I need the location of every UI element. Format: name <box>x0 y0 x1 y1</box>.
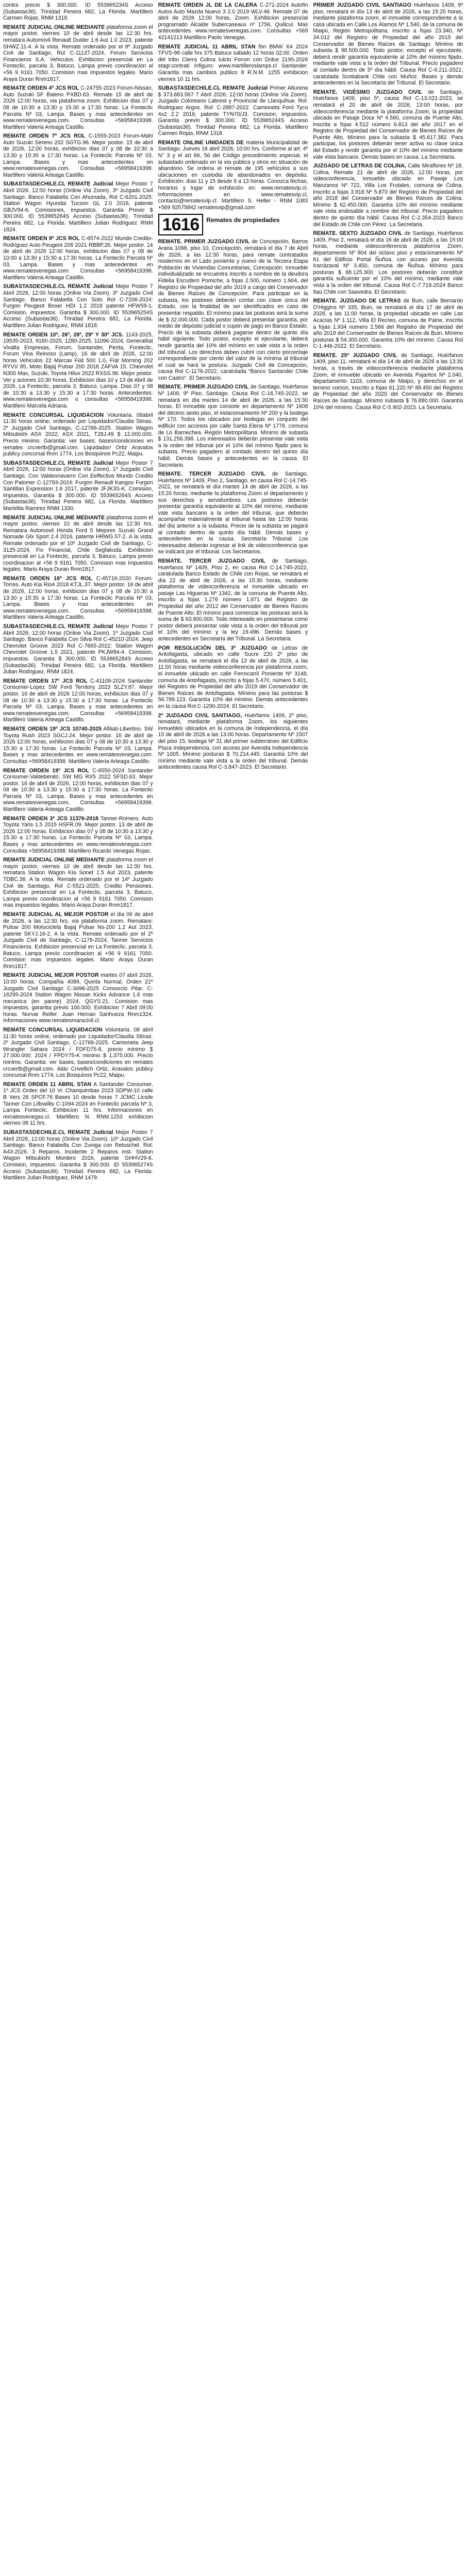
classified-ad <box>158 140 308 211</box>
ad-body: martes 07 abril 2026, 10:00 horas. Compañia 4089, Quinta Normal, Orden 21º Juzgado Civil Santiago C-3496-2025 Consorcio Pilar. C-16295-2024 Station Wagon Nissan Kicks Advance 1.6 mas mecanica (en panne) 2024, QGYS.21. Comision mas impuestos, garantia previo 100.000. Exhibicion 7 Abril 09:00 horas. Nurvar Reifer. Juan Hernan Sanhueza Rnm1324. Informaciones www.rematesmaracivil.cl. <box>3 972 153 1024</box>
classified-ad <box>3 85 153 130</box>
ad-body: de Santiago, Huérfanos 1409, Piso 2, rematará el día 16 de abril de 2026, a las 15:00 horas, mediante videoconferencia plataforma Zoom, departamento Nº 804 del octavo piso y estacionamiento Nº 61 del Edificio Portal Ñuñoa, con acceso por Avenida Irarrázaval Nº 3.450, comuna de Ñuñoa. Mínimo para posturas $ 88.125.300. Los postores deberán constituir garantía suficiente por el 10% del mínimo, mediante vale vista a la orden del tribunal. Causa Rol C-7.719-2024 Banco Itaú Chile con Saavedra. El Secretario. <box>313 230 463 295</box>
classified-ad <box>3 816 153 855</box>
ad-title: REMATE JUDICIAL ONLINE MEDIANTE <box>3 514 105 521</box>
ad-body: plataforma zoom el mayor postor, viernes 10 de abril desde las 12:30 hrs. Rematara Automovil Honda Ford 5 Mejores Suzuki Grand Nomade Glx Sport 2.4 2016, patente HRWG.57-2. A la vista. Remate ordenado por el 10º Juzgado Civil de Santiago, C-3125-2024, Fix Financial, Chile Segfakuda. Exhibicion presencial en La Fonteclic, parcela 3, Batuco, Lampa previo coordinacion al +56 9 9161 7050. Comision mas impuestos legales. Mario Araya Duran Rnm1817. <box>3 514 153 573</box>
ad-title: REMATE. TERCER JUZGADO CIVIL <box>158 471 265 478</box>
classified-ad <box>3 332 153 410</box>
ad-body: materia Municipalidad de Santiago. Jueves 16 abril 2026, 10:00 hrs. Conforme al art. 4º N° 3 y el art 66, 56 del Código procedimiento especial, el subastado ordenado en la vía pública y otros en situación de abandono. Se ordena el remate de 195 vehículos a sus ubicaciones en custodia de abandonados en depósito. Exhibición: días 11 y 15 desde 9 a 13 horas. Conozca fechas, horarios y lugar de exhibición en: www.rematesvip.cl. Informaciones en www.rematesvip.cl, contacto@rematesvip.cl. Martillero S. Heller - RNM 1083 +569 92575842 rematesvip@gmail.com <box>158 139 308 211</box>
ad-title: REMATE JUDICIAL 11 ABRIL STAN <box>158 43 256 50</box>
ad-body: Huérfanos 1409, 9º piso, rematará el día 13 de abril de 2026, a las 15:20 horas, mediante plataforma zoom, el inmueble correspondiente a la casa ubicada en Calle Los Álamos Nº 1.540, de la comuna de Maipú, Región Metropolitana, inscrito a fojas 23.340, Nº 34.012 del Registro de Propiedad del año 2015 del Conservador de Bienes Raíces de Santiago. Mínimo de subasta $ 98.500.000. Todo postor, excepto el ejecutante, deberá rendir garantía equivalente al 10% del mínimo fijado, mediante vale vista a la orden del Tribunal. Precio pagadero al contado dentro de 5º día hábil. Causa Rol C-9.211-2022, caratulada Scotiabank Chile con Muñoz. Bases y demás antecedentes en la Secretaría del Tribunal. El Secretario. <box>313 2 463 87</box>
classified-ad <box>313 230 463 295</box>
classified-ad <box>313 89 463 161</box>
ad-body: el dia 09 de abril de 2026, a las 12:30 hrs, via plataforma zoom. Rematare: Pulsar 200 Motocicleta Bajaj Pulsar Ns-200 1.2 Aut 2023, patente SKYJ.16-2. A la vista. Remate ordenado por el 2º Juzgado Civil de Santiago, C-1176-2024, Tanner Servicios Financieros. Exhibicion presencial en La Fonteclic, parcela 3, Batuco, Lampa previo coordinacion al +56 9 9161 7050. Comision mas impuestos legales. Mario Araya Duran Rnm1817. <box>3 911 153 970</box>
ad-title: REMATE ORDEN 17º JCS ROL <box>3 677 88 684</box>
classified-ad <box>158 471 308 555</box>
ad-body: Primer Alturena $ 373.683.567 7 Abril 2026, 12:00 horas (Online Via Zoom). Juzgado Coloreano Labrest y Provincial de Llanquihue. Rol: Rodriguez Argos. Rol: C-2887-2022. Camioneta Ford Tyco 4x2 2.2 2016, patente TYN70/J3. Comision, impuestos. Garantia previo $ 300.000. ID 553965244S Acceso (Subastas36). Trinidad Pereira 682, La Florida. Martillero Carmen Rojas, RNM 1318. <box>158 85 308 137</box>
ad-body: C-271-2024 Autofin Autos Auto Mazda Nuevo 3 2.0 2019 WLV.46. Remate 07 de abril de 2026 12:00 horas, Zoom. Exhibicion presencial programado Alcalde Subercaseaux nº 1756, Quilicul. Mas antecedentes www.rematesvenegas.com. Consultas +569 42141213 Martillero Paolo Venegas. <box>158 2 308 41</box>
ad-title: SUBASTASDECHILE.CL REMATE Judicial <box>3 1129 113 1136</box>
classified-ad <box>158 85 308 137</box>
classified-ad <box>3 678 153 723</box>
ad-title: REMATE JUDICIAL ONLINE MEDIANTE <box>3 857 105 863</box>
ad-title: PRIMER JUZGADO CIVIL SANTIAGO <box>313 2 411 8</box>
ad-title: REMATE ORDEN 4º JCS ROL <box>3 85 79 92</box>
ad-title: REMATE. VIGÉSIMO JUZGADO CIVIL <box>313 89 423 95</box>
classified-ad <box>3 133 153 178</box>
ad-body: de Santiago, Huérfanos Nº 1409, Piso 2, en causa Rol C-14.745-2022, caratulada Banco Estado de Chile con Rojas, se rematará el día 22 de abril de 2026, a las 15:30 horas, mediante plataforma de videoconferencia el inmueble ubicado en pasaje Las Higueras Nº 1342, de la comuna de Puente Alto, inscrito a fojas 1.276 número 1.871 del Registro de Propiedad del año 2012 del Conservador de Bienes Raíces de Puente Alto. El mínimo para comenzar las posturas será la suma de $ 63.800.000. Todo interesado en presentarse como postor deberá presentar vale vista a la orden del tribunal por el 10% del mínimo y la ley 19.496. Demás bases y antecedentes en Secretaría del Tribunal. La Secretaria. <box>158 557 308 642</box>
ad-title: REMATE. PRIMER JUZGADO CIVIL <box>158 239 250 245</box>
ad-body: de Santiago, Huérfanos Nº 1409, Piso 2, Santiago, en causa Rol C-14.745-2022, se rematará el día martes 14 de abril de 2026, a las 15:20 horas, mediante la plataforma Zoom el departamento y sus derechos y servidumbres. Los postores deberán presentar garantía equivalente al 10% del mínimo, mediante vale vista bancario a la orden del tribunal, que deberán acompañar materialmente al tribunal hasta las 12:00 horas del día anterior a la subasta. Precio de la subasta se pagará al contado dentro de quinto día hábil. Demás bases y antecedentes en la causa. Secretaría Tribunal. Los interesados deberán ingresar al link de videoconferencia que se indicará por el tribunal. Los Secretarios. <box>158 471 308 555</box>
ad-body: C-24755-2023 Forum-Nissan, Auto Suzuki SF Baleno PXBD.63. Remate 15 de abril de 2026 12:00 horas, via plataforma zoom. Exhibicion dias 07 y 08 de 10:30 a 13:30 y 15:30 a 17:30 horas. La Fonteclic Parcela Nº 03, Lampa. Bases y mas antecedentes en www.rematesvenegas.com. Consultas +56958419398. Martillero Valeria Arteaga Castillo. <box>3 85 153 130</box>
classified-ad <box>3 1027 153 1079</box>
classified-ad <box>3 460 153 512</box>
ad-title: REMATE CONCURSAL LIQUIDACION <box>3 1027 103 1033</box>
ad-title: SUBASTASDECHILE.CL REMATE Judicial <box>158 85 268 92</box>
section-label: Remates de propiedades <box>206 216 280 224</box>
ad-body: A Santander Consumer, 1º JCS Orden del 10 Vr. Chanquimbas 2023 SDPW-10 calle B Vers 26 SPCF.76 Bases 10 desde horas 7 JCMC Licsile Tanner Con Lillswillis C-1094-2024 en Fonteclic parcela Nº 3, Lampa Fonteclic. Exhibicion 11 hrs. Informaciones en rematesvenegas.cl. Martillero N. RNM.1253 exhibicion viernes 08 11 hrs. <box>3 1081 153 1127</box>
classified-ad <box>313 298 463 350</box>
ad-title: REMATE. 25º JUZGADO CIVIL <box>313 352 397 359</box>
ad-body: Mejor Postor 7 Abril 2026, 12:00 horas (Online Via Zoom). 1º Juzgado Civil Santiago. Banco Falabella Con Silva Rol C-45210-2024; Jeep Chevrolet Groove 2023 Rol C-7665-2022: Station Wagon Chevrolet Groove 1.5 2021, patente PKJW84-4. Comision, impuestos. Garantia $ 300.000. ID 553965284S Acceso (Subastas36). Trinidad Pereira 682, La Florida. Martillero Julian Rodriguez, RNM 1824. <box>3 623 153 675</box>
ad-body: C-6574-2022 Mundo Credito-Rodriguez Auto Peugeot 208 2021 RBBP.26. Mejor postor. 14 de abril de 2026 12:00 horas, exhibicion dias 07 y 08 de 10:00 a 13:30 y 15:30 a 17:30 horas. La Fonteclic Parcela Nº 03, Lampa. Bases y mas antecedentes en www.rematesvenegas.com. Consultas +56958419398. Martillero Valeria Arteaga Castillo. <box>3 235 153 281</box>
classified-ad <box>3 726 153 765</box>
classified-ad <box>158 558 308 642</box>
ad-title: REMATE CONCURSAL LIQUIDACION <box>3 412 104 418</box>
column-3 <box>313 2 463 1184</box>
ad-title: REMATE ORDEN 8º JCS ROL <box>3 235 80 242</box>
classified-ad <box>3 181 153 233</box>
ad-title: REMATE ORDEN 11 ABRIL STAN <box>3 1081 92 1088</box>
ad-title: REMATE ORDEN 19º JCS ROL <box>3 767 89 774</box>
ad-title: REMATE ORDEN 16º JCS ROL <box>3 575 92 582</box>
ad-title: SUBASTASDECHILE.CL REMATE Judicial <box>3 283 113 290</box>
classified-ad <box>3 2 153 22</box>
classified-ad <box>3 1129 153 1181</box>
section-number: 1616 <box>158 214 204 235</box>
ad-body: 1143-2025, 19535-2023, 9160-2025, 1280-2025, 11096-2024, Generalitat Vivalta Empresas, Forum, Santander, Penta, Fonteclic, Forum Vina Reinoso (Lamp), 16 de abril de 2026, 12:00 horas Vehiculos 22 Marcas Fiat 500 1.0, Fiat Morning 202 RYVV 85, Moto Bajaj Pulsar 200 2018 ZAFVA 15. Chevrolet N300 Max, Suzuki, Toyota Hilux 2022 RXSS.96. Mejor postor. Ver y aciones 10:30 horas. Exhibicion dias 10 y 13 de Abril de 2026, La Fonteclic, parcela 3, Batuco, Lampa. Dias 07 y 08 de 10:30 a 13:30 y 15:30 a 17:30 horas. Antecedentes: www.rematesvenegas.com o consultas +56958419398. Martillero Marcela Adriana. <box>3 331 153 410</box>
ad-title: SUBASTASDECHILE.CL REMATE Judicial <box>3 460 113 466</box>
ad-title: 2º JUZGADO CIVIL SANTIAGO, <box>158 712 242 719</box>
ad-body: de Buin, calle Bernardo O'Higgins Nº 335, Buin, se rematará el día 17 de abril de 2026, a las 11:00 horas, la propiedad ubicada en calle Las Acacias Nº 1.112, Villa El Recreo, comuna de Paine, inscrita a fojas 1.934 número 2.566 del Registro de Propiedad del año 2019 del Conservador de Bienes Raíces de Buin. Mínimo posturas $ 54.300.000. Garantía 10% del mínimo. Causa Rol C-1.446-2022. El Secretario. <box>313 298 463 350</box>
ad-title: REMATE ONLINE UNIDADES DE <box>158 139 244 146</box>
classified-ad <box>3 235 153 281</box>
classified-ad <box>3 515 153 573</box>
ad-title: REMATE ORDEN 3º JCS 11376-2018 <box>3 815 98 822</box>
ad-body: C-6550-2024 Santander Consumer-Valdebenito, SW MG RX5 2022 SFSD.63. Mejor postor. 16 de abril de 2026, 12:00 horas, exhibicion dias 07 y 08 de 10:30 a 13:30 y 15:30 a 17:30 horas. La Fonteclic Parcela Nº 03, Lampa. Bases y mas antecedentes en www.rematesvenegas.com. Consultas +56958419398. Martillero Valeria Arteaga Castillo. <box>3 767 153 813</box>
classified-ad <box>313 2 463 87</box>
section-header <box>158 214 308 235</box>
classified-ad <box>3 972 153 1024</box>
classified-ad <box>158 645 308 710</box>
ad-body: Afiliati-Libertino. SW Toyota Rush 2023 SGCJ.24. Mejor postor. 16 de abril de 2026 12:00 horas, exhibicion dias 07 y 08 de 10:30 a 13:30 y 15:30 a 17:30 horas. La Fonteclic Parcela Nº 03, Lampa. Bases y mas antecedentes en www.rematesvenegas.com. Consultas +56958419398. Martillero Valeria Arteaga Castillo. <box>3 725 153 765</box>
ad-body: Calle Miraflores Nº 18, Colina. Remate 21 de abril de 2026, 12:00 horas, por videoconferencia, inmueble ubicado en Pasaje Los Manzanos Nº 722, Villa Los Frutales, comuna de Colina, inscrito a fojas 3.918 Nº 5.870 del Registro de Propiedad del año 2018 del Conservador de Bienes Raíces de Colina. Mínimo $ 62.450.000. Garantía 10% del mínimo mediante vale vista endosable a nombre del tribunal. Precio pagadero dentro de quinto día hábil. Causa Rol C-2.354-2023 Banco del Estado de Chile con Pérez. La Secretaria. <box>313 163 463 228</box>
ad-body: C-1559-2023 Forum-Mahi Auto Suzuki Sereno 202 SGTG.96. Mejor postor. 15 de abril de 2026, 12:00 horas, exhibicion dias 07 y 08 de 10:30 a 13:30 y 15:30 a 17:30 horas. La Fonteclic Parcela Nº 03, Lampa. Bases y mas antecedentes en www.rematesvenegas.com. Consultas +56958419398. Martillero Valeria Arteaga Castillo. <box>3 133 153 178</box>
ad-title: JUZGADO DE LETRAS DE COLINA, <box>313 163 406 170</box>
ad-title: REMATE. PRIMER JUZGADO CIVIL <box>158 384 249 391</box>
classified-ad <box>3 24 153 82</box>
classified-ad <box>313 163 463 228</box>
classified-ad <box>3 623 153 675</box>
ad-title: REMATE ORDEN 10º, 26º, 28º, 29º Y 30º JCS. <box>3 331 124 338</box>
classified-ad <box>313 352 463 411</box>
ad-title: POR RESOLUCIÓN DEL 3º JUZGADO <box>158 645 267 651</box>
classifieds-page <box>3 2 463 1184</box>
ad-body: de Santiago, Huérfanos 1409, piso 5º, causa Rol C-13.021-2023, se rematará el 20 de abril de 2026, 13:00 horas, por videoconferencia mediante la plataforma Zoom, la propiedad ubicada en Pasaje Doce Nº 4.560, comuna de Puente Alto, inscrita a fojas 4.512 número 6.813 del año 2017 en el Registro de Propiedad del Conservador de Bienes Raíces de Puente Alto. Mínimo para la subasta $ 45.617.382. Para participar, los postores deberán tener activa su clave única del Estado y rendir garantía por el 10% del mínimo mediante vale vista bancario. Demás bases en causa. La Secretaria. <box>313 89 463 160</box>
ad-title: REMATE ORDEN JL DE LA CALERA <box>158 2 257 8</box>
classified-ad <box>158 2 308 41</box>
column-2 <box>158 2 308 1184</box>
ad-body: de Santiago, Huérfanos 1409, piso 11, rematará el día 14 de abril de 2026 a las 13:30 horas, a través de videoconferencia mediante plataforma Zoom, el inmueble ubicado en Avenida Pajaritos Nº 2.040, departamento 1103, comuna de Maipú, y derechos en el terreno común, inscrito a fojas 61.220 Nº 88.450 del Registro de Propiedad del año 2020 del Conservador de Bienes Raíces de Santiago. Mínimo subasta $ 76.880.000. Garantía 10% del mínimo. Causa Rol C-5.902-2023. La Secretaria. <box>313 352 463 411</box>
ad-body: C-45716-2020 Forum-Torres. Auto Kia Rio4 2018 KTJL.37. Mejor postor. 16 de abril de 2026, 12:00 horas, exhibicion dias 07 y 08 de 10:30 a 13:30 y 15:30 a 17:30 horas. La Fonteclic Parcela Nº 03, Lampa. Bases y mas antecedentes en www.rematesvenegas.com. Consultas +56958419398. Martillero Valeria Arteaga Castillo. <box>3 575 153 621</box>
column-1 <box>3 2 153 1184</box>
ad-body: Voluntaria. 08 abril 11:30 horas online, ordenado por Liquidador/Claudia Stinas. 2º Juzgado Civil Santiago, C-12766-2025. Camioneta Jeep Wrangler Sahara 2024 / FDFD75-8, precio minimo $ 27.000.000; 2024 / FPDY75-K minimo $ 1.375.000. Precio minimo. Garantia: ver bases; bases/condiciones en remates crcvertb@gmail.com. Aldo Crivellich Ortiz, Aravalos publicy concursal Rnm 1774, Los Bosquinos Pc22, Maipu. <box>3 1027 153 1079</box>
classified-ad <box>3 768 153 813</box>
ad-title: REMATE JUDICIAL MEJOR POSTOR <box>3 972 99 979</box>
ad-title: REMATE ORDEN 7º JCS ROL <box>3 133 86 140</box>
classified-ad <box>158 44 308 83</box>
ad-title: REMATE. TERCER JUZGADO CIVIL <box>158 557 265 564</box>
ad-body: Mejor Postor 7 Abril 2026, 12:00 horas (Online Via Zoom). 10º Juzgado Civil Santiago. Banco Falabella Con Zuniga con Retuschel. Rol: A43-2026. 3 Reparos. Incidente 2 Reparos Inst. Station Wagon Mitsubishi Montero 2016, patente GHHV29-6. Comision, impuestos. Garantia $ 300.000. ID 553965274S Acceso (Subastas36). Trinidad Pereira 682, La Florida. Martillero Julian Rodriguez, RNM 1479. <box>3 1129 153 1181</box>
classified-ad <box>3 1081 153 1127</box>
classified-ad <box>158 239 308 381</box>
ad-body: Huérfanos 1409, 2º piso, rematará, mediante plataforma Zoom, los siguientes inmuebles ubicados en la comuna de Independencia, el día 15 de abril de 2026 a las 13:00 horas. Departamento Nº 1507 del piso 15, bodega Nº 31 del primer subterráneo del Edificio Plaza Independencia, con acceso por Avenida Independencia Nº 1005. Mínimo posturas $ 70.214.445. Garantía 10% del mínimo mediante vale vista a la orden del tribunal. Demás antecedentes causa Rol C-3.847-2023. El Secretario. <box>158 712 308 771</box>
ad-title: SUBASTASDECHILE.CL REMATE Judicial <box>3 623 113 630</box>
classified-ad <box>3 412 153 457</box>
ad-title: REMATE ORDEN 19º JCS 10740-2025 <box>3 725 102 732</box>
classified-ad <box>3 857 153 909</box>
classified-ad <box>3 911 153 970</box>
ad-title: REMATE. JUZGADO DE LETRAS <box>313 298 401 304</box>
classified-ad <box>3 575 153 621</box>
ad-title: REMATE JUDICIAL AL MEJOR POSTOR <box>3 911 109 918</box>
ad-body: plataforma zoom el mayor postor, viernes 10 de abril desde las 12:30 hrs. rematara Automovil Renault Duster 1.6 Aut 1.0 2023, patente SHWZ.11-4. A la vista. Remate ordenado por el 9º Juzgado Civil de Santiago, Rol C-11137-2024, Forum Servicios Financieros S.A. Vehiculos. Exhibicion presencial en La Fonteclic, parcela 3, Batuco, Lampa previo coordinacion al +56 9 9161 7050. Comision mas impuestos legales. Mario Araya Duran Rnm1817. <box>3 24 153 82</box>
ad-title: SUBASTASDECHILE.CL REMATE Judicial <box>3 181 113 188</box>
ad-body: Mejor Postor 7 Abril 2026, 12:00 horas (Online Via Zoom). 3º Juzgado Civil Santiago. Banco Falabella Con Soto Rol C-7206-2024: Furgon Peugeot Boxer HDI 1.2 2018 patente HFW59-1. Comision, impuestos. Garantia $ 300.000. ID 553965254S Acceso (Subastas36). Trinidad Pereira 682, La Florida. Martillero Julian Rodriguez, RNM 1818. <box>3 283 153 329</box>
classified-ad <box>3 283 153 329</box>
ad-title: REMATE. SEXTO JUZGADO CIVIL <box>313 230 403 237</box>
ad-body: contra precio $ 300.000. ID 553965234S Acceso (Subastas36). Trinidad Pereira 682, La Florida. Martillero Carmen Rojas, RNM 1318. <box>3 2 153 22</box>
classified-ad <box>158 713 308 771</box>
ad-body: Tanner-Romero. Auto Toyota Yaris 1.5 2015 HSFR.09. Mejor postor. 13 de abril de 2026 12:00 horas. Exhibicion dias 07 y 08 de 10:30 a 13:30 y 15:30 a 17:30 horas. La Fonteclic Parcela Nº 03, Lampa. Bases y mas antecedentes en www.rematesvenegas.com. Consultas +56958419398. Martillero Ricardo Venegas Rojas. <box>3 815 153 854</box>
ad-body: Mejor Postor 7 Abril 2026, 12:00 horas (Online Via Zoom). 3º Juzgado Civil Santiago. Banco Falabella Con Ahumada, Rol C-6201-2025: Station Wagon Hyundai Tucson GL 2.0 2016, patente GBJV94-6. Comisiones, impuestos. Garantia Previo $ 300.000. ID 553965264S Acceso (Subastas36). Trinidad Pereira 682, La Florida. Martillero Julian Rodriguez RNM 1824. <box>3 181 153 233</box>
ad-body: de Letras de Antofagasta, ubicado en calle Sucre 220 2º piso de Antofagasta, se rematará el día 13 de abril de 2026, a las 11:00 horas mediante videoconferencia por plataforma zoom, el inmueble ubicado en calle Ferrocarril Poniente Nº 3148, comuna de Antofagasta, inscrito a fojas 5.470, número 5.401, del Registro de Propiedad del año 2019 del Conservador de Bienes Raíces de Antofagasta. Mínimo para las posturas $ 56.789.123. Garantía 10% del mínimo. Demás antecedentes en la causa Rol C-1290-2024. El Secretario. <box>158 645 308 709</box>
ad-title: REMATE JUDICIAL ONLINE MEDIANTE <box>3 24 105 30</box>
classified-ad <box>158 384 308 468</box>
ad-body: de Concepción, Barros Arana 1098, piso 10, Concepción, rematará el día 7 de Abril de 2026, a las 12:30 horas, para remate contratados modernos en el Lado poniente y nuevo de la Tercera Etapa Población de Viviendas Comunitarias, Concepción. Inmueble individualizado se encuentra inscrito a nombre de la deudora Fidelia Escudero Pomiche, a fojas 2.500, número 1.904, del Registro de Propiedad del año 2019 a cargo del Conservador de Bienes Raíces de Concepción. Para participar en la subasta, los postores deberán contar con clave única del Estado, con la finalidad de ser identificados en caso de presentar respaldo. El mínimo para las posturas será la suma de $ 32.000.000. Cada postor deberá presentar garantía, por medio de depósito judicial o cupón de pago en Banco Estado. Precio de la subasta deberá pagarse dentro de quinto día hábil siguiente. Todo postor, excepto el ejecutante, deberá rendir garantía del 10% del mínimo en vale vista a la orden del tribunal. Los derechos deben cubrir con cierto porcentaje correspondiente por ciento del valor de la mínima al tribunal el cual se hará la postura. Juzgado Civil de Concepción, causa Rol C-1176-2022, caratulada “Banco Santander Chile con Castro”. El Secretario. <box>158 239 308 381</box>
ad-body: C-41109-2024 Santander Consumer-Lopez SW Ford Territory 2023 SLZY.87. Mejor postor. 16 de abril de 2026 12:00 horas, exhibicion dias 07 y 08 de 10:30 a 13:30 y 15:30 a 17:30 horas. La Fonteclic Parcela Nº 03, Lampa. Bases y mas antecedentes en www.rematesvenegas.com. Consultas +56958419398. Martillero Valeria Arteaga Castillo. <box>3 677 153 723</box>
ad-body: fón BMW X4 2024 TFVS-98 calle hrs 375 Batuco sabado 12 horas 02:00. Orden del tribu Cierra Colina Iulclo Forum con Dolce 2195-2026 stagr.contrati Infiguro: www.martilleroslamps.cl Santander. Garantia mas cambios publico 8 R.N.M. 1255 exhibicion viernes 10 11 hrs. <box>158 43 308 82</box>
ad-body: Voluntaria. 08abril 11:30 horas online, ordenado por Liquidador/Claudia Stinas. 2º Juzgado Civil Santiago, C-12766-2025. Station Wagon Mitsubishi ASX 2022; ASX 2021, T28J.49 $ 12.000.000. Precio minimo. Garantia: ver bases; bases/condiciones en remates crcvertb@gmail.com. Liquidador/ Ortiz Aravalos publicy concursal Rnm 1774, Los Bosquinos Pc22, Maipu. <box>3 412 153 457</box>
ad-body: de Santiago, Huérfanos Nº 1409, 9º Piso, Santiago. Causa Rol C-16.745-2022, se rematará en día martes 14 de abril de 2026, a las 15:30 horas. El inmueble que consiste en departamento Nº 1608 del décimo sexto piso, el estacionamiento Nº 200 y la bodega Nº 170. Todos los ubicados por bodegas en conjunto del edificio con accesos por calle Santa Elena Nº 1776, comuna de Lo Barnechea. Región Metropolitana. Mínimo de subasta $ 131.256.398. Los interesados deberán presentar vale vista a la orden del tribunal por el 10% del mínimo fijado para la subasta. Precio pagadero al contado dentro del quinto día hábil. Demás bases y antecedentes en la causa. El Secretario. <box>158 384 308 468</box>
ad-body: Mejor Postor 7 Abril 2026, 12:00 horas (Online Via Zoom). 1º Juzgado Civil Santiago. Con Valdeonavarro Con Eeffectiva Mundo Credito Con Palomer C-12793-2024: Furgon Renault Kangoo Furgon Santillan Expression 1.6 2017, patente JFJK3S-K. Comision, impuestos. Garantia $ 300.000. ID 553965264S Acceso (Subastas36). Trinidad Pereira 682, La Florida. Martillero Marielita Ramirez RNM 1330. <box>3 460 153 512</box>
ad-body: plataforma zoom el mayor postor, viernes 10 de abril desde las 12:30 hrs. rematara Station Wagon Kia Sonet 1.5 Aut 2023, patente TDBC.36. A la vista. Remate ordenado por el 14º Juzgado Civil de Santiago, Rol C-5521-2025, Credito Pensiones. Exhibicion presencial en La Fonteclic, parcela 3, Batuco, Lampa previo coordinacion al +56 9 9161 7050. Comision mas impuestos legales. Mario Araya Duran Rnm1817. <box>3 857 153 909</box>
